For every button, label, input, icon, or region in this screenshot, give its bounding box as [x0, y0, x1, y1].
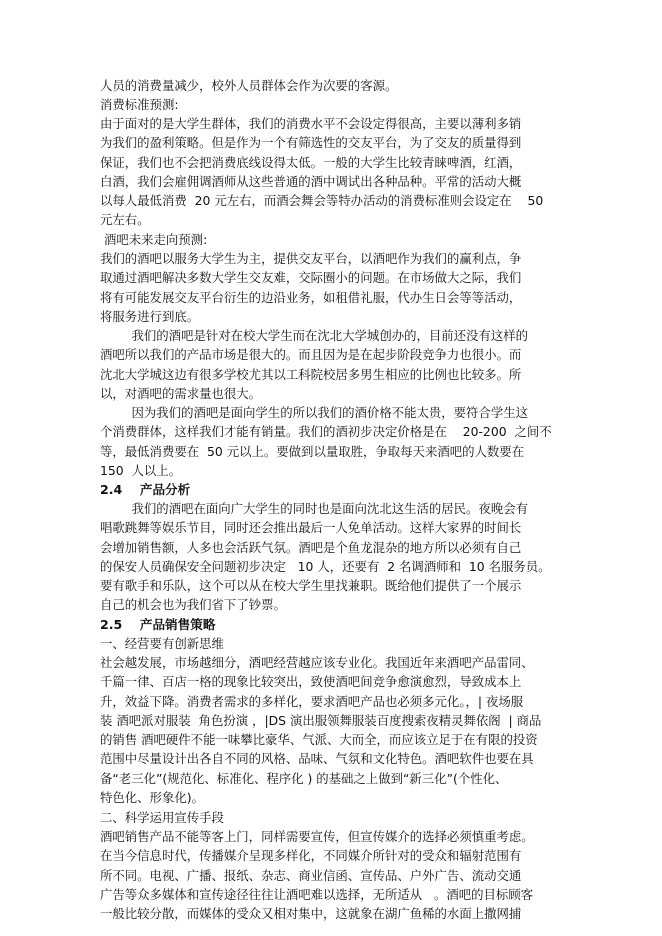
subheading-future-direction: 酒吧未来走向预测: [100, 232, 208, 247]
heading-product-analysis: 2.4 产品分析 [100, 482, 191, 497]
paragraph-innovative-thinking: 社会越发展，市场越细分，酒吧经营越应该专业化。我国近年来酒吧产品雷同、 千篇一律、百店一格的现象比较突出，致使酒吧间竞争愈演愈烈，导致成本上 升，效益下降。消费者需求的多样化，要求酒吧产品也必须多元化。，| 夜场服 装 酒吧派对服装 角色扮演 ，|DS 演出服领舞服装百度搜索夜精灵舞依阁 | 商品 的销售 酒吧硬件不能一味攀比豪华、气派、大而全，而应该立足于在有限的投资 范围中尽量设计出各自不同的风格、品味、气氛和文化特色。酒吧软件也要在具 备“老三化”(规范化、标准化、程序化 ) 的基础之上做到“新三化”(个性化、 特色化、形象化)。 [100, 655, 542, 806]
paragraph-pricing: 因为我们的酒吧是面向学生的所以我们的酒价格不能太贵，要符合学生这 个消费群体，这样我们才能有销量。我们的酒初步决定价格是在 20-200 之间不 等，最低消费要在 50 元以上。要做到以量取胜，争取每天来酒吧的人数要在 150 人以上。 [100, 405, 552, 478]
heading-sales-strategy: 2.5 产品销售策略 [100, 617, 216, 632]
paragraph-product-analysis: 我们的酒吧在面向广大学生的同时也是面向沈北这生活的居民。夜晚会有 唱歌跳舞等娱乐节目，同时还会推出最后一人免单活动。这样大家界的时间长 会增加销售额，人多也会活跃气氛。酒吧是个鱼龙混杂的地方所以必须有自己 的保安人员确保安全问题初步决定 10 人，还要有 2 名调酒师和 10 名服务员。 要有歌手和乐队，这个可以从在校大学生里找兼职。既给他们提供了一个展示 自己的机会也为我们省下了钞票。 [100, 501, 551, 613]
subheading-publicity: 二、科学运用宣传手段 [100, 810, 224, 825]
subheading-innovative-thinking: 一、经营要有创新思维 [100, 636, 224, 651]
paragraph-future-direction: 我们的酒吧以服务大学生为主，提供交友平台，以酒吧作为我们的赢利点，争 取通过酒吧解决多数大学生交友难，交际圈小的问题。在市场做大之际，我们 将有可能发展交友平台衍生的边沿业务，如租借礼服，代办生日会等等活动， 将服务进行到底。 [100, 251, 522, 324]
subheading-consumption-standard: 消费标准预测: [100, 97, 179, 112]
paragraph-consumption-standard: 由于面对的是大学生群体，我们的消费水平不会设定得很高，主要以薄利多销 为我们的盈利策略。但是作为一个有筛选性的交友平台，为了交友的质量得到 保证，我们也不会把消费底线设得太低。一般的大学生比较青睐啤酒，红酒， 白酒，我们会雇佣调酒师从这些普通的酒中调试出各种品种。平常的活动大概 以每人最低消费 20 元左右，而酒会舞会等特办活动的消费标准则会设定在 50 元左右。 [100, 116, 544, 228]
paragraph-publicity: 酒吧销售产品不能等客上门，同样需要宣传，但宣传媒介的选择必须慎重考虑。 在当今信息时代，传播媒介呈现多样化，不同媒介所针对的受众和辐射范围有 所不同。电视、广播、报纸、杂志、商业信函、宣传品、户外广告、流动交通 广告等众多媒体和宣传途径往往让酒吧难以选择，无所适从 。酒吧的目标顾客 一般比较分散，而媒体的受众又相对集中，这就象在湖广鱼稀的水面上撒网捕 [100, 829, 534, 922]
paragraph-market-analysis: 我们的酒吧是针对在校大学生而在沈北大学城创办的，目前还没有这样的 酒吧所以我们的产品市场是很大的。而且因为是在起步阶段竞争力也很小。而 沈北大学城这边有很多学校尤其以工科院校居多男生相应的比例也比较多。所 以，对酒吧的需求量也很大。 [100, 328, 529, 401]
paragraph-customer-source: 人员的消费量减少，校外人员群体会作为次要的客源。 [100, 78, 398, 93]
